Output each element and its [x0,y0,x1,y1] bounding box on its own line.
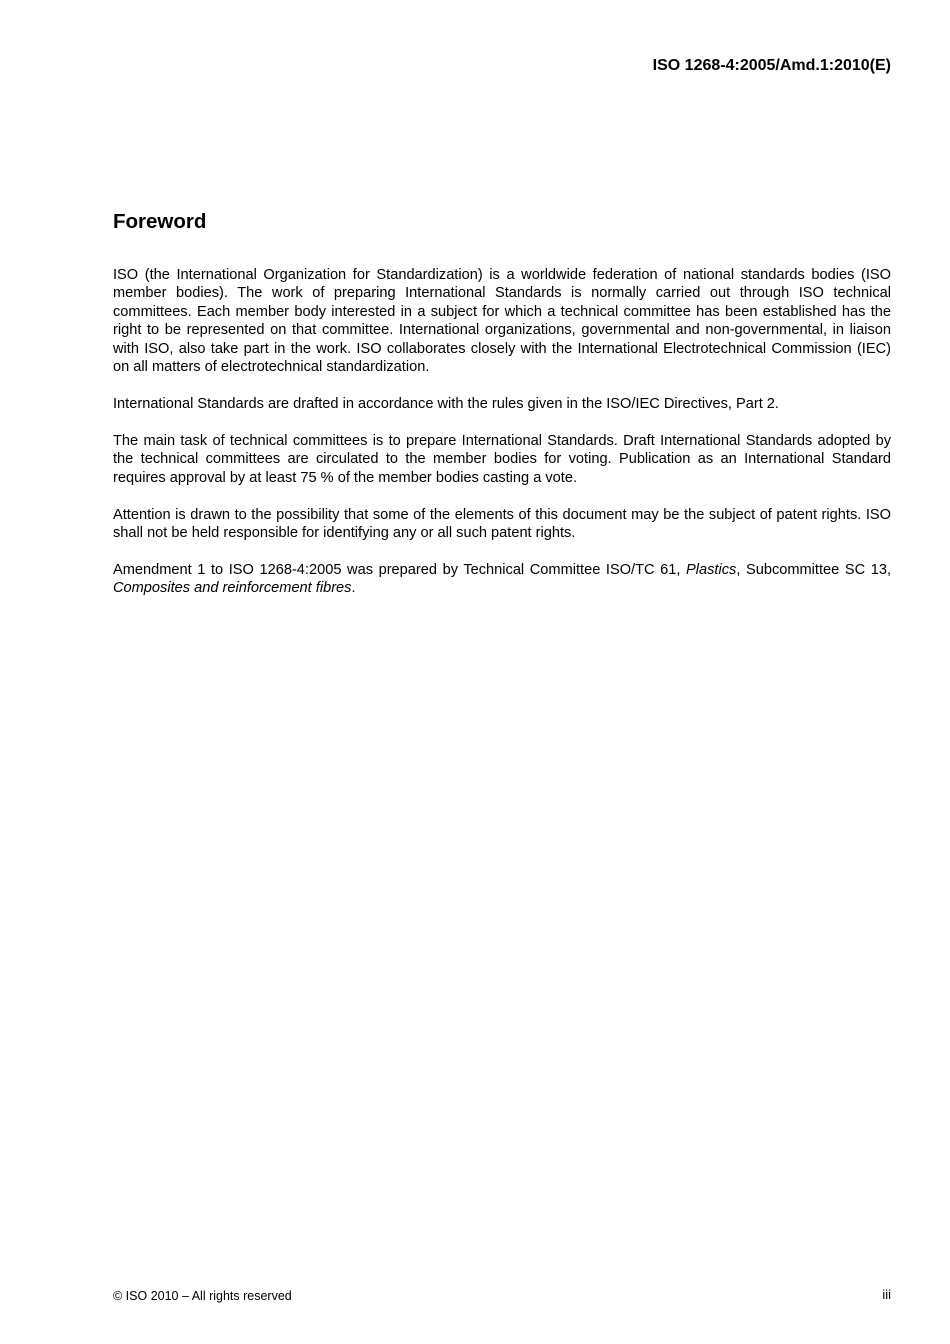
foreword-section [113,208,891,616]
foreword-paragraph-directives: International Standards are drafted in accordance with the rules given in the ISO/IEC Directives, Part 2. [113,395,779,412]
foreword-title: Foreword [113,210,207,233]
amendment-text-end: . [351,580,356,597]
page-number: iii [882,1287,891,1302]
foreword-paragraph-amendment [113,561,891,598]
committee-name: Plastics [686,561,737,578]
amendment-text-start: Amendment 1 to ISO 1268-4:2005 was prepared by Technical Committee ISO/TC 61, [113,561,687,578]
foreword-paragraph-iso: ISO (the International Organization for Standardization) is a worldwide federation of national standards bodies (ISO member bodies). The work of preparing International Standards is normally carried out through ISO technical committees. Each member body interested in a subject for which a technical committee has been established has the right to be represented on that committee. International organizations, governmental and non-governmental, in liaison with ISO, also take part in the work. ISO collaborates closely with the International Electrotechnical Commission (IEC) on all matters of electrotechnical standardization. [113,267,891,376]
foreword-paragraph-committees: The main task of technical committees is to prepare International Standards. Draft International Standards adopted by the technical committees are circulated to the member bodies for voting. Publication as an International Standard requires approval by at least 75 % of the member bodies casting a vote. [113,432,891,486]
document-id-header: ISO 1268-4:2005/Amd.1:2010(E) [652,57,891,74]
amendment-text-middle: , Subcommittee SC 13, [736,561,892,578]
foreword-paragraph-patents: Attention is drawn to the possibility that some of the elements of this document may be the subject of patent rights. ISO shall not be held responsible for identifying any or all such patent rights. [113,506,891,541]
subcommittee-name: Composites and reinforcement fibres [113,580,352,597]
copyright-notice: © ISO 2010 – All rights reserved [113,1289,292,1303]
